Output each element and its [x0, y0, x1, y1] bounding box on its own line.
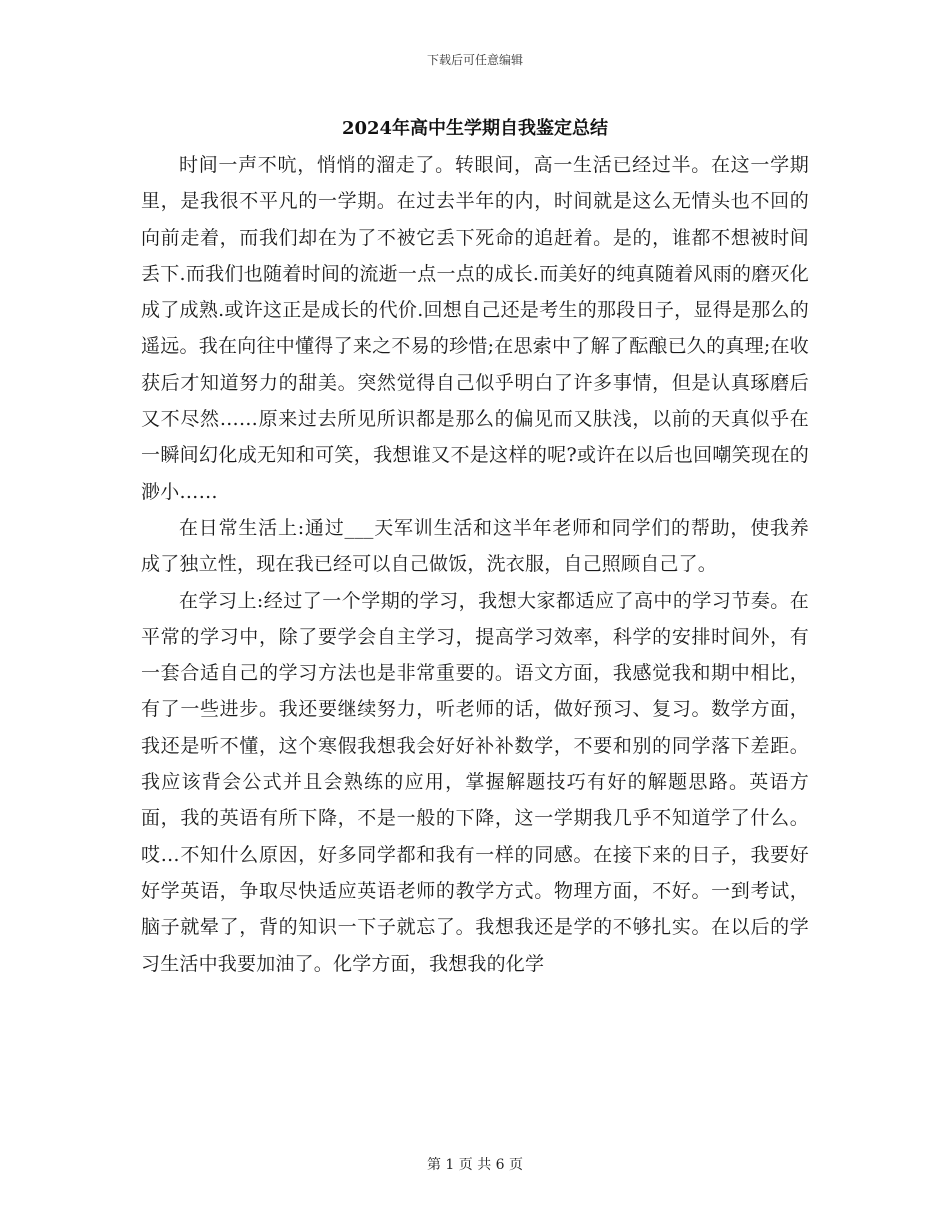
document-title: 2024年高中生学期自我鉴定总结: [341, 118, 609, 139]
page-number: 第 1 页 共 6 页: [426, 1157, 524, 1173]
paragraph-study: 在学习上:经过了一个学期的学习，我想大家都适应了高中的学习节奏。在平常的学习中，除了要学会自主学习，提高学习效率，科学的安排时间外，有一套合适自己的学习方法也是非常重要的。语文方面，我感觉我和期中相比，有了一些进步。我还要继续努力，听老师的话，做好预习、复习。数学方面，我还是听不懂，这个寒假我想我会好好补补数学，不要和别的同学落下差距。我应该背会公式并且会熟练的应用，掌握解题技巧有好的解题思路。英语方面，我的英语有所下降，不是一般的下降，这一学期我几乎不知道学了什么。哎…不知什么原因，好多同学都和我有一样的同感。在接下来的日子，我要好好学英语，争取尽快适应英语老师的教学方式。物理方面，不好。一到考试，脑子就晕了，背的知识一下子就忘了。我想我还是学的不够扎实。在以后的学习生活中我要加油了。化学方面，我想我的化学: [141, 589, 809, 975]
paragraph-intro: 时间一声不吭，悄悄的溜走了。转眼间，高一生活已经过半。在这一学期里，是我很不平凡的一学期。在过去半年的内，时间就是这么无情头也不回的向前走着，而我们却在为了不被它丢下死命的追赶着。是的，谁都不想被时间丢下.而我们也随着时间的流逝一点一点的成长.而美好的纯真随着风雨的磨灭化成了成熟.或许这正是成长的代价.回想自己还是考生的那段日子，显得是那么的遥远。我在向往中懂得了来之不易的珍惜;在思索中了解了酝酿已久的真理;在收获后才知道努力的甜美。突然觉得自己似乎明白了许多事情，但是认真琢磨后又不尽然……原来过去所见所识都是那么的偏见而又肤浅，以前的天真似乎在一瞬间幻化成无知和可笑，我想谁又不是这样的呢?或许在以后也回嘲笑现在的渺小……: [141, 154, 809, 503]
header-note: 下载后可任意编辑: [426, 53, 523, 67]
document-body: [141, 147, 809, 982]
paragraph-daily-life: 在日常生活上:通过___天军训生活和这半年老师和同学们的帮助，使我养成了独立性，现在我已经可以自己做饭，洗衣服，自己照顾自己了。: [141, 516, 809, 576]
